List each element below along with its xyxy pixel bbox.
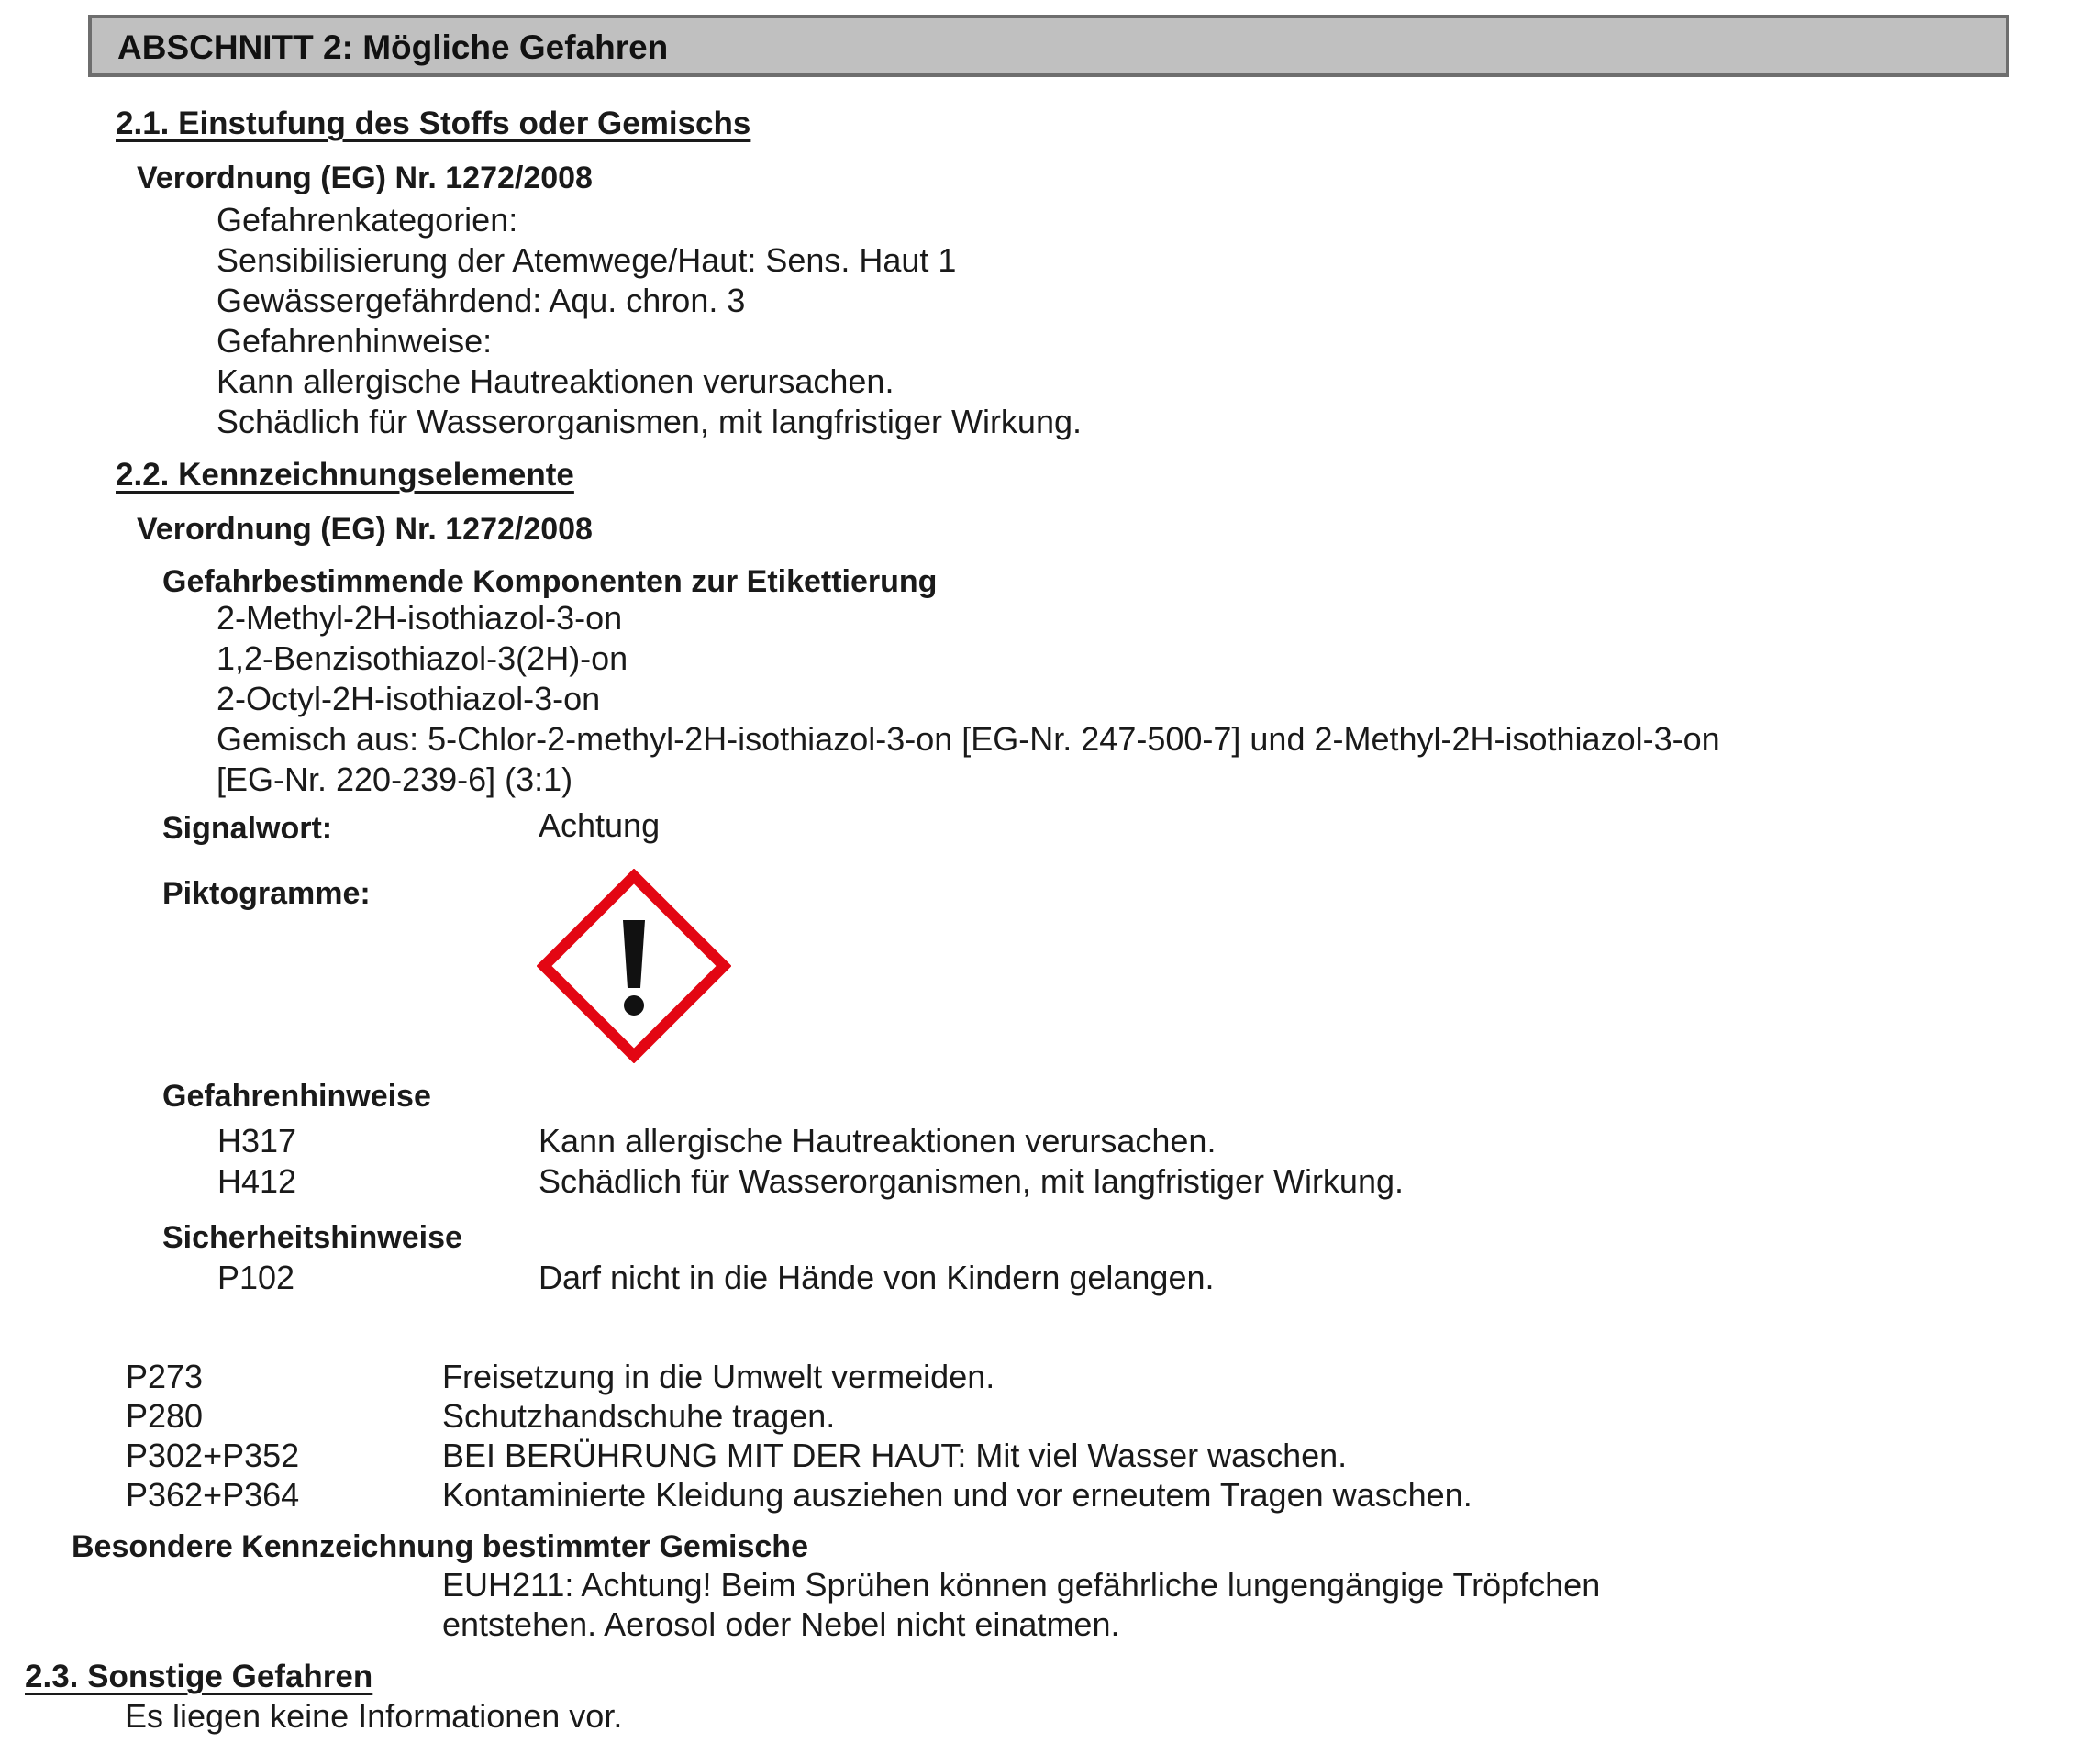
category-aquatic: Gewässergefährdend: Aqu. chron. 3 <box>217 282 746 319</box>
safety-text: Darf nicht in die Hände von Kindern gelangen. <box>539 1259 1215 1296</box>
hazard-code: H412 <box>217 1162 297 1200</box>
hazard-statement-line: Kann allergische Hautreaktionen verursachen. <box>217 362 894 400</box>
pictogram-label: Piktogramme: <box>162 876 371 911</box>
exclamation-dot <box>624 995 644 1016</box>
regulation-2-1: Verordnung (EG) Nr. 1272/2008 <box>137 161 593 195</box>
section-title: ABSCHNITT 2: Mögliche Gefahren <box>117 28 669 66</box>
safety-text: BEI BERÜHRUNG MIT DER HAUT: Mit viel Wasser waschen. <box>442 1437 1348 1474</box>
hazard-code: H317 <box>217 1122 297 1160</box>
component-item: 1,2-Benzisothiazol-3(2H)-on <box>217 639 628 677</box>
section-header <box>88 15 2009 77</box>
safety-text: Freisetzung in die Umwelt vermeiden. <box>442 1358 995 1395</box>
hazard-statement-line: Schädlich für Wasserorganismen, mit langfristiger Wirkung. <box>217 403 1082 440</box>
safety-statements-heading: Sicherheitshinweise <box>162 1220 462 1255</box>
component-item: Gemisch aus: 5-Chlor-2-methyl-2H-isothiazol-3-on [EG-Nr. 247-500-7] und 2-Methyl-2H-isothiazol-3-on <box>217 720 1720 758</box>
hazard-statements-heading: Gefahrenhinweise <box>162 1079 431 1114</box>
heading-2-2: 2.2. Kennzeichnungselemente <box>116 457 574 493</box>
special-labelling-heading: Besondere Kennzeichnung bestimmter Gemische <box>72 1529 808 1564</box>
safety-code: P280 <box>126 1397 204 1435</box>
other-hazards-text: Es liegen keine Informationen vor. <box>125 1697 623 1735</box>
category-sensitisation: Sensibilisierung der Atemwege/Haut: Sens. Haut 1 <box>217 241 957 279</box>
safety-code: P102 <box>217 1259 295 1296</box>
hazard-text: Kann allergische Hautreaktionen verursachen. <box>539 1122 1217 1160</box>
heading-2-3: 2.3. Sonstige Gefahren <box>25 1659 373 1694</box>
safety-code: P302+P352 <box>126 1437 300 1474</box>
special-labelling-line: EUH211: Achtung! Beim Sprühen können gefährliche lungengängige Tröpfchen <box>442 1566 1601 1604</box>
component-item: 2-Octyl-2H-isothiazol-3-on <box>217 680 601 717</box>
hazard-statements-label: Gefahrenhinweise: <box>217 322 493 360</box>
safety-code: P273 <box>126 1358 204 1395</box>
safety-text: Schutzhandschuhe tragen. <box>442 1397 836 1435</box>
signal-word-value: Achtung <box>539 806 661 844</box>
special-labelling-line: entstehen. Aerosol oder Nebel nicht einatmen. <box>442 1605 1120 1643</box>
components-heading: Gefahrbestimmende Komponenten zur Etikettierung <box>162 564 938 599</box>
regulation-2-2: Verordnung (EG) Nr. 1272/2008 <box>137 512 593 547</box>
safety-code: P362+P364 <box>126 1476 300 1514</box>
ghs07-exclamation-icon <box>537 869 731 1063</box>
safety-text: Kontaminierte Kleidung ausziehen und vor erneutem Tragen waschen. <box>442 1476 1472 1514</box>
component-item: 2-Methyl-2H-isothiazol-3-on <box>217 599 623 637</box>
hazard-categories-label: Gefahrenkategorien: <box>217 201 518 239</box>
hazard-text: Schädlich für Wasserorganismen, mit langfristiger Wirkung. <box>539 1162 1404 1200</box>
signal-word-label: Signalwort: <box>162 811 333 846</box>
component-item-continued: [EG-Nr. 220-239-6] (3:1) <box>217 760 573 798</box>
heading-2-1: 2.1. Einstufung des Stoffs oder Gemischs <box>116 105 751 141</box>
